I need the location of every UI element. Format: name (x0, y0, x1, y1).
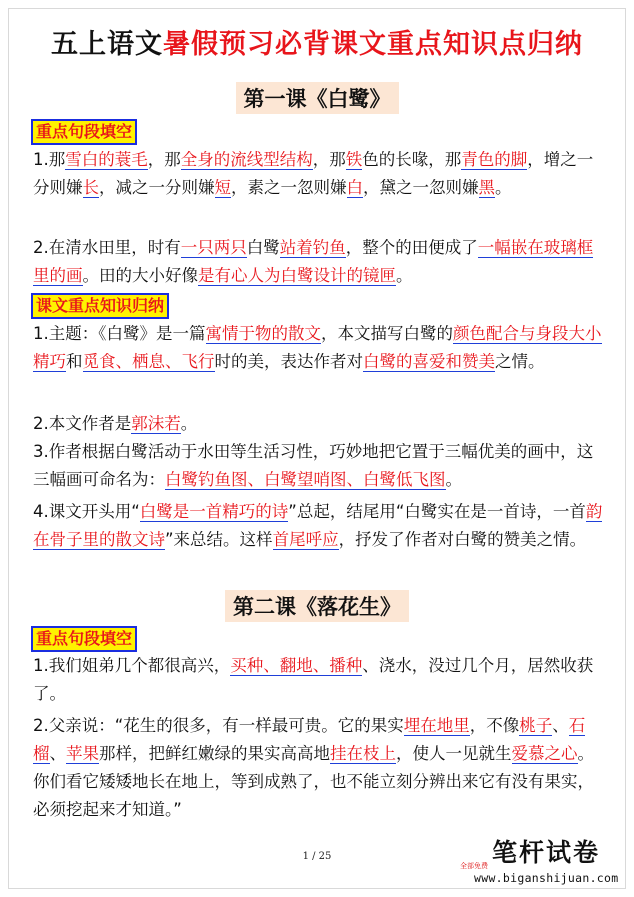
key-phrase: 埋在地里 (403, 716, 470, 735)
key-phrase: 短 (214, 178, 231, 197)
text-run: ”总起，结尾用“白鹭实在是一首诗，一首 (288, 502, 586, 521)
text-run: 1.主题：《白鹭》是一篇 (33, 324, 206, 343)
key-phrase: 爱慕之心 (511, 744, 578, 763)
key-phrase: 石榴 (33, 716, 586, 763)
text-run: 。 (495, 178, 512, 197)
lesson-1-paragraph-4 (33, 410, 608, 438)
lesson-2-heading: 第二课《落花生》 (0, 590, 634, 622)
lesson-1-paragraph-3 (33, 320, 608, 376)
text-run: ，素之一忽则嫌 (231, 178, 347, 197)
text-run: 那样，把鲜红嫩绿的果实高高地 (99, 744, 330, 763)
text-run: 、 (49, 744, 66, 763)
key-phrase: 白 (346, 178, 363, 197)
key-phrase: 铁 (345, 150, 363, 169)
key-phrase: 桃子 (519, 716, 553, 735)
text-run: 2.在清水田里，时有 (33, 238, 181, 257)
logo-tagline: 全部免费 (460, 862, 488, 870)
text-run: 。 (445, 470, 462, 489)
key-phrase: 长 (82, 178, 99, 197)
key-phrase: 首尾呼应 (272, 530, 339, 549)
text-run: 时的美，表达作者对 (214, 352, 363, 371)
key-phrase: 觅食、栖息、飞行 (82, 352, 215, 371)
text-run: 2.本文作者是 (33, 414, 132, 433)
key-phrase: 一幅嵌在玻璃框里的画 (33, 238, 594, 285)
key-phrase: 是有心人为白鹭设计的镜匣 (198, 266, 396, 285)
key-phrase: 全身的流线型结构 (180, 150, 313, 169)
logo-text: 笔杆试卷 (492, 838, 601, 867)
title-topic: 暑假预习必背课文重点知识点归纳 (163, 29, 583, 60)
text-run: 色的长喙，那 (362, 150, 462, 169)
lesson-1-knowledge-label: 课文重点知识归纳 (31, 293, 169, 319)
key-phrase: 白鹭钓鱼图、白鹭望哨图、白鹭低飞图 (165, 470, 446, 489)
lesson-2-fill-blank-label: 重点句段填空 (31, 626, 137, 652)
key-phrase: 寓情于物的散文 (205, 324, 321, 343)
key-phrase: 郭沫若 (131, 414, 181, 433)
lesson-1-paragraph-2 (33, 234, 608, 290)
text-run: 、 (552, 716, 569, 735)
key-phrase: 韵在骨子里的散文诗 (33, 502, 603, 549)
text-run: ，整个的田便成了 (345, 238, 478, 257)
page-number: 1 / 25 (302, 851, 332, 862)
lesson-1-heading: 第一课《白鹭》 (0, 82, 634, 114)
lesson-1-paragraph-5 (33, 438, 608, 494)
lesson-1-fill-blank-label: 重点句段填空 (31, 119, 137, 145)
title-grade: 五上语文 (51, 29, 163, 60)
text-run: ，抒发了作者对白鹭的赞美之情。 (338, 530, 587, 549)
text-run: ，那 (312, 150, 346, 169)
text-run: 。田的大小好像 (82, 266, 198, 285)
text-run: 1.我们姐弟几个都很高兴， (33, 656, 231, 675)
text-run: ”来总结。这样 (165, 530, 273, 549)
key-phrase: 站着钓鱼 (279, 238, 346, 257)
page-title (0, 22, 634, 61)
brand-logo[interactable] (460, 833, 619, 889)
text-run: 。你们看它矮矮地长在地上，等到成熟了，也不能立刻分辨出来它有没有果实，必须挖起来才知道。” (33, 744, 594, 819)
lesson-1-paragraph-6 (33, 498, 608, 554)
key-phrase: 青色的脚 (461, 150, 528, 169)
key-phrase: 黑 (478, 178, 495, 197)
lesson-2-paragraph-2 (33, 712, 608, 824)
text-run: 1.那 (33, 150, 66, 169)
text-run: ，那 (147, 150, 181, 169)
text-run: 。 (396, 266, 413, 285)
key-phrase: 颜色配合与身段大小精巧 (33, 324, 602, 371)
text-run: 白鹭 (246, 238, 280, 257)
key-phrase: 白鹭的喜爱和赞美 (363, 352, 495, 371)
text-run: ，不像 (469, 716, 520, 735)
key-phrase: 一只两只 (180, 238, 247, 257)
key-phrase: 白鹭是一首精巧的诗 (139, 502, 289, 521)
key-phrase: 买种、翻地、播种 (230, 656, 363, 675)
key-phrase: 雪白的蓑毛 (65, 150, 148, 169)
text-run: 4.课文开头用“ (33, 502, 140, 521)
text-run: ，本文描写白鹭的 (321, 324, 453, 343)
text-run: ，黛之一忽则嫌 (363, 178, 479, 197)
text-run: ，增之一分则嫌 (33, 150, 594, 197)
lesson-1-paragraph-1 (33, 146, 608, 202)
key-phrase: 苹果 (66, 744, 99, 763)
text-run: 3.作者根据白鹭活动于水田等生活习性，巧妙地把它置于三幅优美的画中，这三幅画可命名为： (33, 442, 594, 489)
site-url[interactable]: www.biganshijuan.com (474, 871, 619, 885)
text-run: 2.父亲说：“花生的很多，有一样最可贵。它的果实 (33, 716, 404, 735)
lesson-2-paragraph-1 (33, 652, 608, 708)
text-run: 。 (180, 414, 198, 433)
key-phrase: 挂在枝上 (330, 744, 396, 763)
text-run: ，使人一见就生 (396, 744, 512, 763)
text-run: 和 (66, 352, 83, 371)
text-run: 、浇水，没过几个月，居然收获了。 (33, 656, 594, 703)
text-run: 之情。 (495, 352, 545, 371)
text-run: ，减之一分则嫌 (99, 178, 215, 197)
